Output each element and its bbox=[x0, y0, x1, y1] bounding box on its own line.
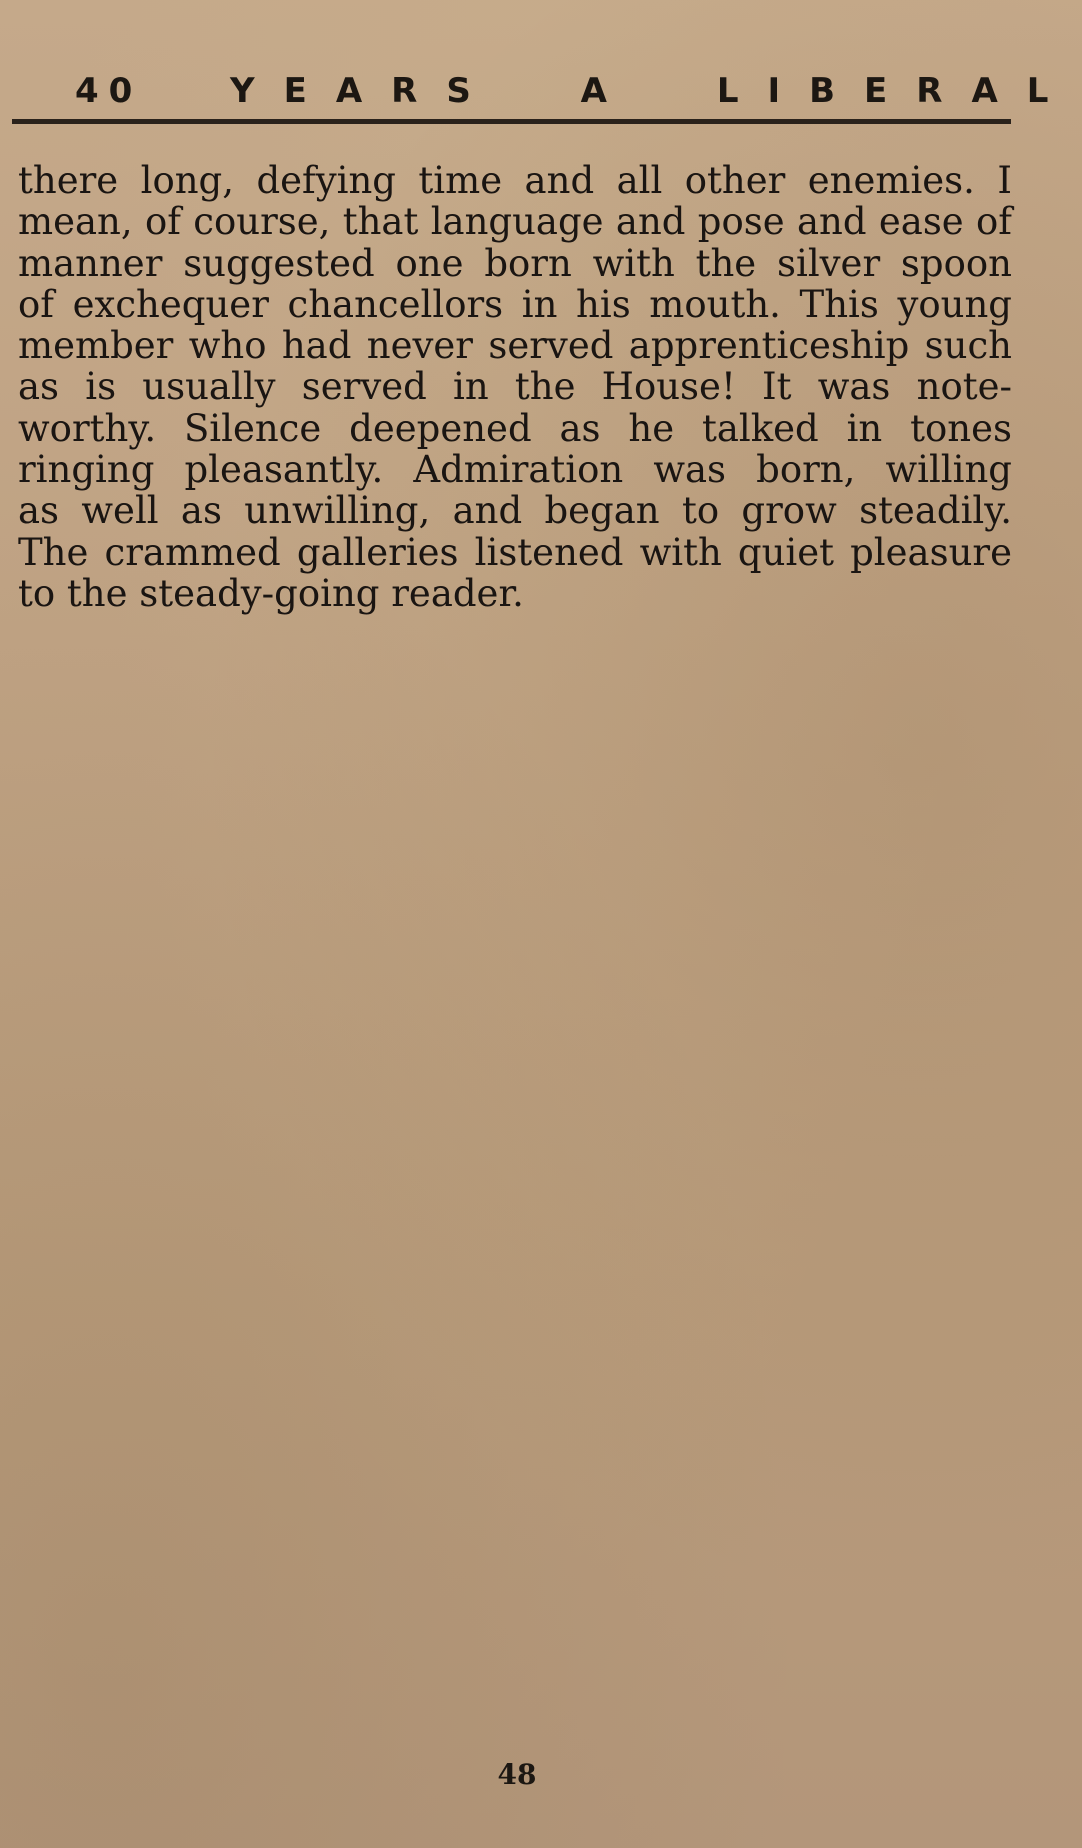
text-line: there long, defying time and all other enemies. I bbox=[18, 159, 1012, 202]
running-head-title: YEARS A LIBERAL bbox=[230, 71, 1078, 111]
text-line: The crammed galleries listened with quiet pleasure bbox=[18, 530, 1012, 574]
text-line: worthy. Silence deepened as he talked in tones bbox=[18, 406, 1012, 450]
body-paragraph bbox=[18, 160, 1012, 614]
page-number: 48 bbox=[497, 1758, 537, 1791]
text-line: as well as unwilling, and began to grow steadily. bbox=[18, 489, 1012, 533]
text-line: ringing pleasantly. Admiration was born, willing bbox=[18, 448, 1012, 492]
running-head bbox=[75, 66, 1078, 116]
header-rule bbox=[12, 119, 1011, 124]
text-line: to the steady-going reader. bbox=[18, 571, 524, 615]
running-head-number: 40 bbox=[75, 71, 143, 111]
text-line: mean, of course, that language and pose and ease of bbox=[18, 200, 1012, 244]
text-line: member who had never served apprenticeship such bbox=[18, 324, 1012, 368]
text-line: manner suggested one born with the silver spoon bbox=[18, 241, 1012, 285]
text-line: as is usually served in the House! It was note- bbox=[18, 365, 1012, 409]
text-line: of exchequer chancellors in his mouth. This young bbox=[18, 282, 1012, 326]
